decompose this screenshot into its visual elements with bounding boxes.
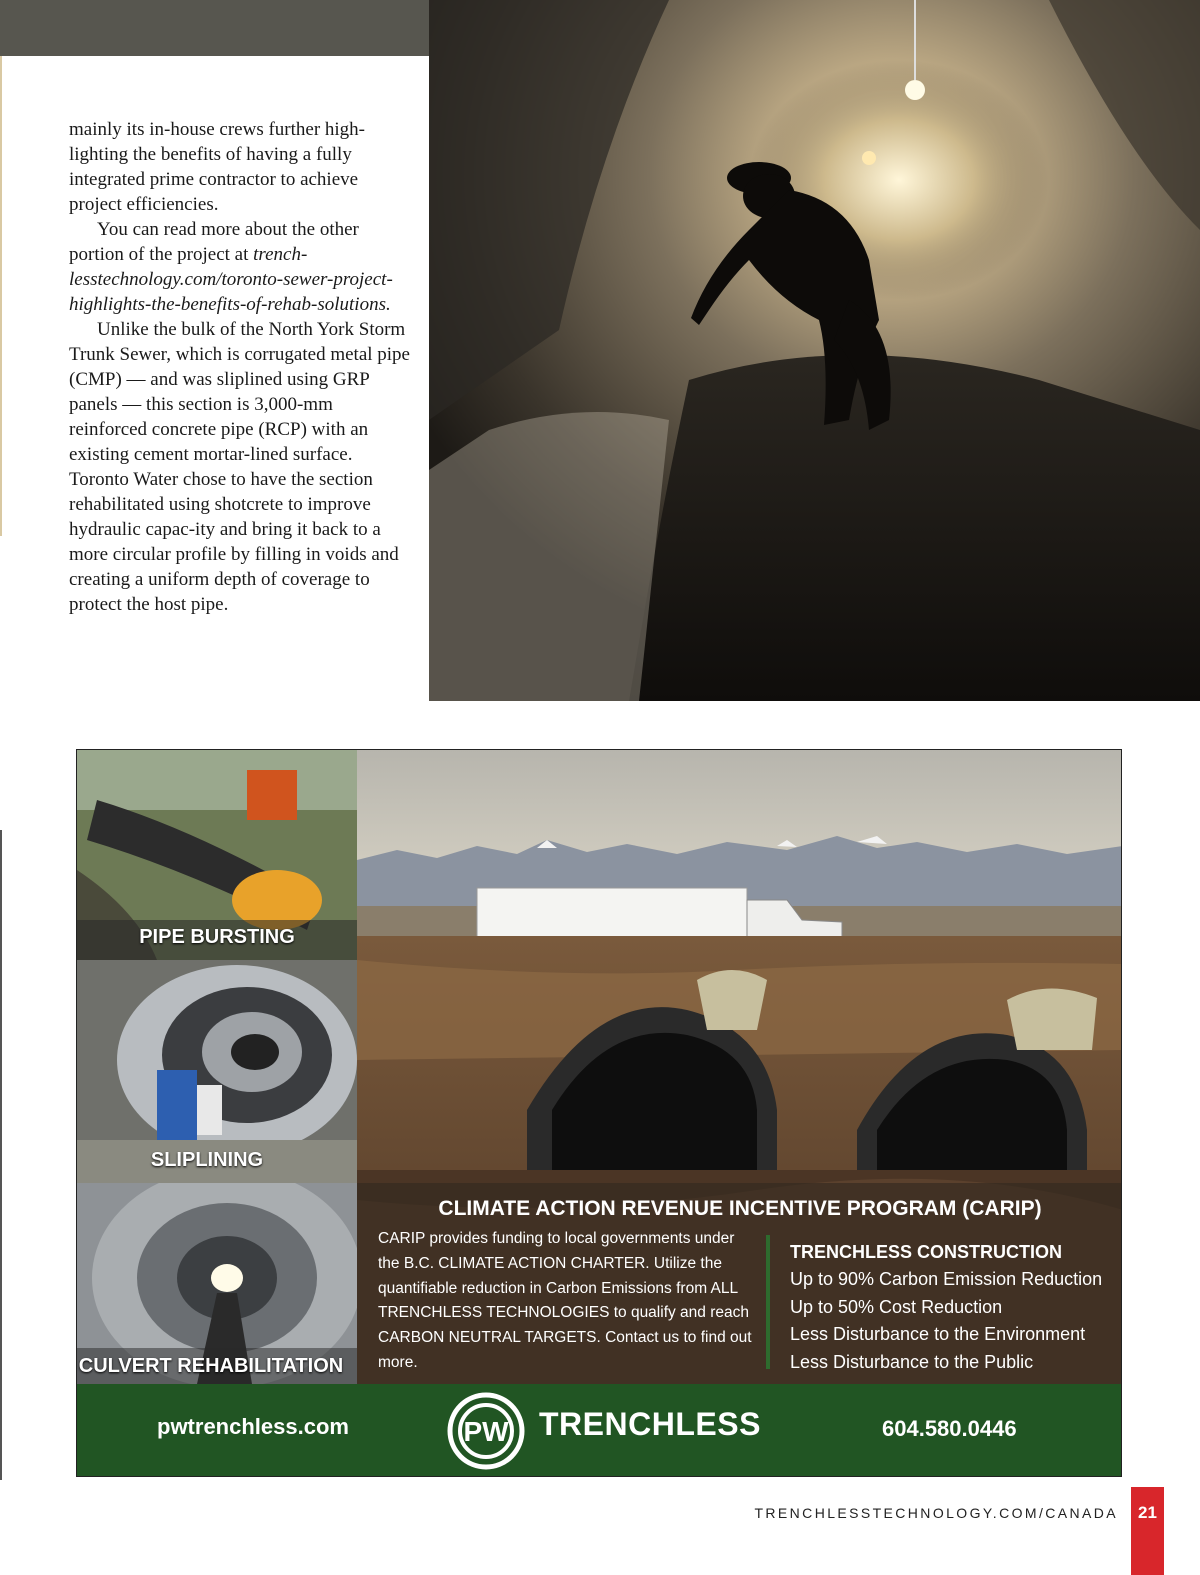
website-link[interactable]: pwtrenchless.com bbox=[157, 1414, 349, 1439]
culvert-rehabilitation-label: CULVERT REHABILITATION bbox=[78, 1355, 344, 1377]
sliplining-label: SLIPLINING bbox=[150, 1149, 264, 1171]
sliplining-thumbnail bbox=[77, 960, 357, 1183]
carip-description: CARIP provides funding to local governments under the B.C. CLIMATE ACTION CHARTER. Utilize the quantifiable reduction in Carbon Emissions from ALL TRENCHLESS TECHNOLOGIES to qualify and reach CARBON NEUTRAL TARGETS. Contact us to find out more. bbox=[378, 1230, 752, 1371]
carip-title: CLIMATE ACTION REVENUE INCENTIVE PROGRAM (CARIP) bbox=[438, 1197, 1042, 1220]
article-paragraph-3: Unlike the bulk of the North York Storm Trunk Sewer, which is corrugated metal pipe (CMP) — and was sliplined using GRP panels — this section is 3,000-mm reinforced concrete pipe (RCP) with an existing cement mortar-lined surface. Toronto Water chose to have the section rehabilitated using shotcrete to improve hydraulic capac-ity and bring it back to a more circular profile by filling in voids and creating a uniform depth of coverage to protect the host pipe. bbox=[69, 319, 410, 615]
list-item: Less Disturbance to the Environment bbox=[790, 1324, 1086, 1344]
phone-number[interactable]: 604.580.0446 bbox=[882, 1416, 1017, 1441]
pipe-bursting-thumbnail bbox=[77, 750, 357, 960]
article-paragraph-1: mainly its in-house crews further high-lighting the benefits of having a fully integrated prime contractor to achieve project efficiencies. bbox=[69, 119, 366, 215]
header-band bbox=[0, 0, 430, 56]
pw-logo-text: PW bbox=[463, 1416, 509, 1447]
list-item: Up to 50% Cost Reduction bbox=[790, 1296, 1003, 1317]
left-margin-rule bbox=[0, 56, 2, 536]
brand-name: TRENCHLESS bbox=[539, 1406, 761, 1442]
carip-list-heading: TRENCHLESS CONSTRUCTION bbox=[790, 1242, 1063, 1262]
trenchless-advertisement bbox=[76, 749, 1122, 1477]
carip-panel bbox=[357, 1183, 1122, 1384]
carip-divider bbox=[766, 1235, 770, 1369]
contact-bar bbox=[77, 1384, 1122, 1477]
culvert-rehabilitation-thumbnail bbox=[77, 1183, 357, 1384]
left-margin-rule-lower bbox=[0, 830, 2, 1480]
article-text bbox=[69, 117, 414, 617]
tunnel-worker-photo bbox=[429, 0, 1200, 701]
pw-logo-icon bbox=[446, 1391, 526, 1471]
article-paragraph-2-text: You can read more about the other portion of the project at bbox=[69, 219, 359, 265]
pipe-bursting-label: PIPE BURSTING bbox=[139, 926, 295, 948]
footer-url[interactable]: TRENCHLESSTECHNOLOGY.COM/CANADA bbox=[754, 1505, 1118, 1521]
list-item: Up to 90% Carbon Emission Reduction bbox=[790, 1269, 1103, 1289]
carip-benefits-list bbox=[790, 1239, 1120, 1376]
list-item: Less Disturbance to the Public bbox=[790, 1351, 1034, 1372]
article-paragraph-2 bbox=[69, 217, 414, 317]
article-link[interactable]: trench-lesstechnology.com/toronto-sewer-project-highlights-the-benefits-of-rehab-solutions. bbox=[69, 244, 393, 315]
page-number: 21 bbox=[1131, 1487, 1164, 1575]
